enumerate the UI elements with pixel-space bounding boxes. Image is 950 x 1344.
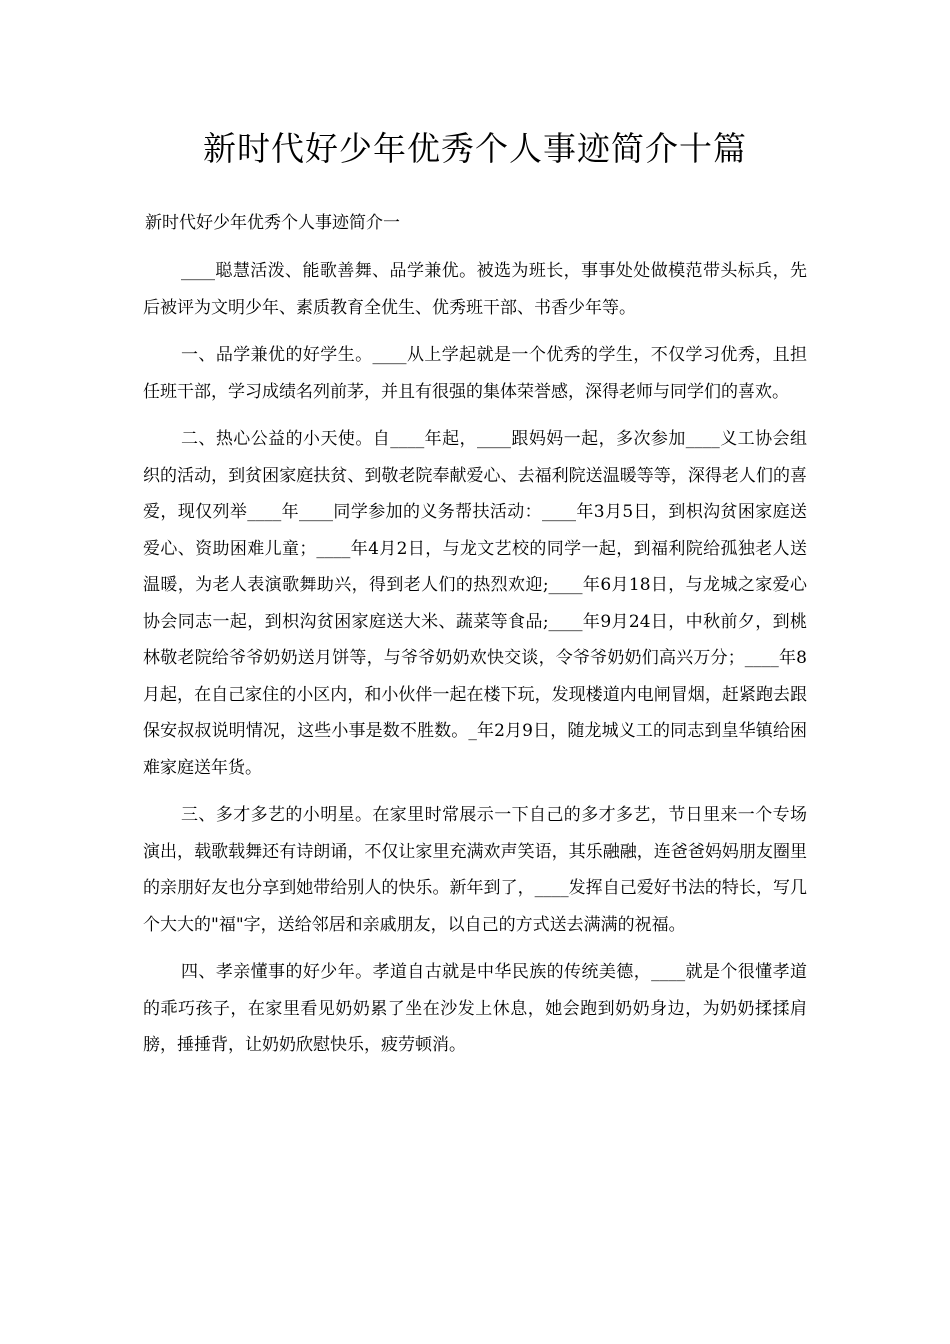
paragraph-intro: ____聪慧活泼、能歌善舞、品学兼优。被选为班长，事事处处做模范带头标兵，先后被评为文明少年、素质教育全优生、优秀班干部、书香少年等。 (143, 261, 807, 318)
paragraph-good-student: 一、品学兼优的好学生。____从上学起就是一个优秀的学生，不仅学习优秀，且担任班干部，学习成绩名列前茅，并且有很强的集体荣誉感，深得老师与同学们的喜欢。 (143, 345, 807, 402)
section-title: 新时代好少年优秀个人事迹简介一 (145, 213, 400, 233)
document-title: 新时代好少年优秀个人事迹简介十篇 (203, 129, 747, 168)
document-body (143, 253, 807, 1075)
paragraph-public-welfare: 二、热心公益的小天使。自____年起，____跟妈妈一起，多次参加____义工协会组织的活动，到贫困家庭扶贫、到敬老院奉献爱心、去福利院送温暖等等，深得老人们的喜爱，现仅列举____年____同学参加的义务帮扶活动：____年3月5日，到枳沟贫困家庭送爱心、资助困难儿童；____年4月2日，与龙文艺校的同学一起，到福利院给孤独老人送温暖，为老人表演歌舞助兴，得到老人们的热烈欢迎;____年6月18日，与龙城之家爱心协会同志一起，到枳沟贫困家庭送大米、蔬菜等食品;____年9月24日，中秋前夕，到桃林敬老院给爷爷奶奶送月饼等，与爷爷奶奶欢快交谈，令爷爷奶奶们高兴万分；____年8月起，在自己家住的小区内，和小伙伴一起在楼下玩，发现楼道内电闸冒烟，赶紧跑去跟保安叔叔说明情况，这些小事是数不胜数。_年2月9日，随龙城义工的同志到皇华镇给困难家庭送年货。 (143, 429, 807, 778)
paragraph-filial-piety: 四、孝亲懂事的好少年。孝道自古就是中华民族的传统美德，____就是个很懂孝道的乖巧孩子，在家里看见奶奶累了坐在沙发上休息，她会跑到奶奶身边，为奶奶揉揉肩膀，捶捶背，让奶奶欣慰快乐，疲劳顿消。 (143, 962, 807, 1055)
paragraph-talents: 三、多才多艺的小明星。在家里时常展示一下自己的多才多艺，节日里来一个专场演出，载歌载舞还有诗朗诵，不仅让家里充满欢声笑语，其乐融融，连爸爸妈妈朋友圈里的亲朋好友也分享到她带给别人的快乐。新年到了，____发挥自己爱好书法的特长，写几个大大的"福"字，送给邻居和亲戚朋友，以自己的方式送去满满的祝福。 (143, 805, 807, 935)
